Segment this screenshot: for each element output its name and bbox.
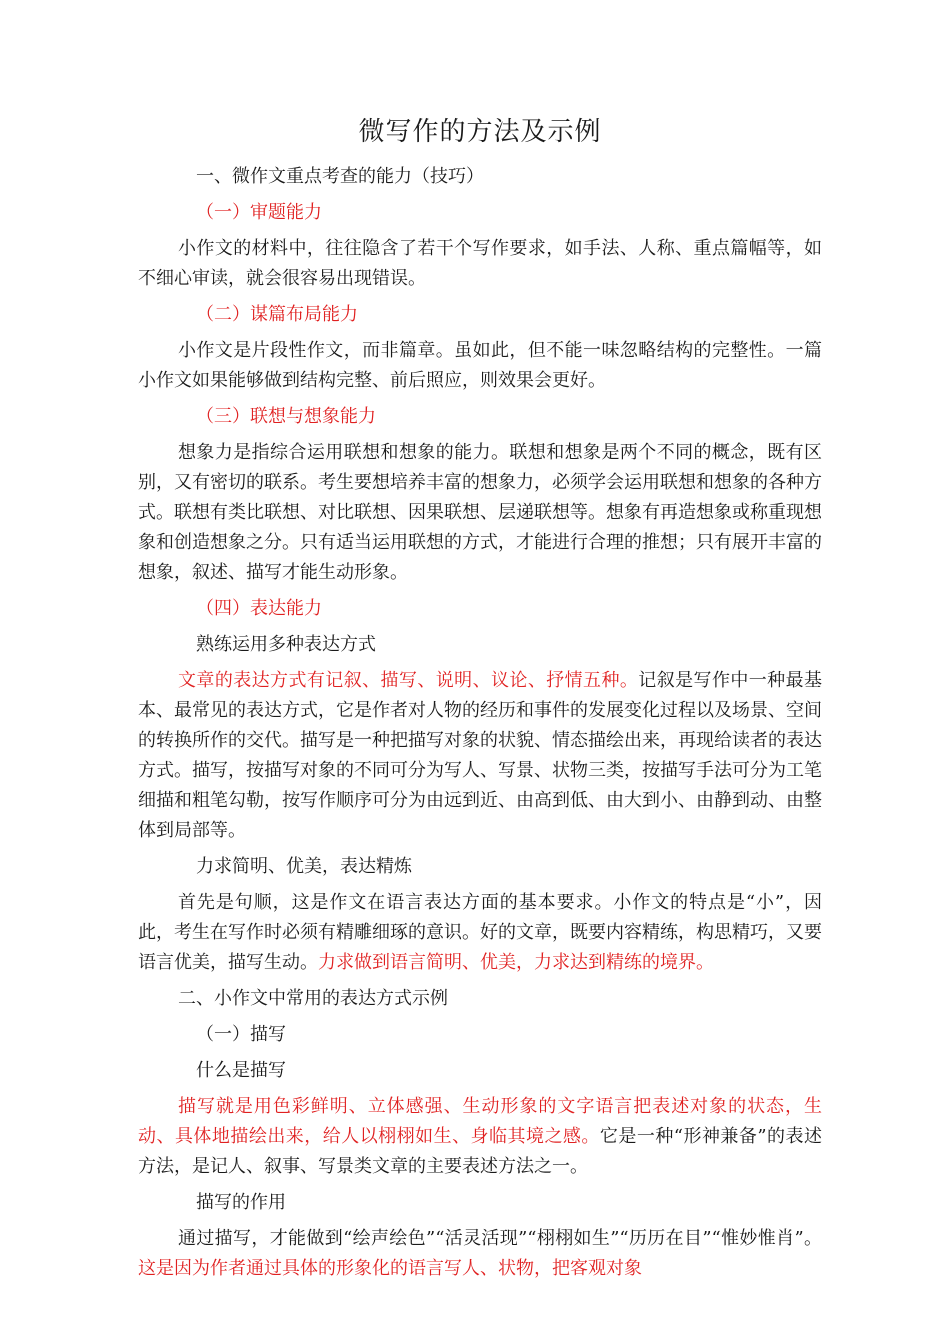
highlight-biaoda: 文章的表达方式有记叙、描写、说明、议论、抒情五种。: [178, 670, 639, 691]
subheading-duozhong: 熟练运用多种表达方式: [196, 634, 376, 655]
subheading-zuoyong: 描写的作用: [196, 1192, 286, 1213]
paragraph-biaoda-fangshi: [138, 666, 822, 846]
paragraph-shenti: 小作文的材料中，往往隐含了若干个写作要求，如手法、人称、重点篇幅等，如不细心审读，就会很容易出现错误。: [138, 238, 822, 289]
subheading-shenti: （一）审题能力: [196, 202, 322, 223]
subheading-biaoda: （四）表达能力: [196, 598, 322, 619]
section-heading-1: 一、微作文重点考查的能力（技巧）: [196, 166, 484, 187]
paragraph-miaoxie-rest: 它是一种“形神兼备”的表述方法，是记人、叙事、写景类文章的主要表述方法之一。: [138, 1126, 823, 1177]
highlight-miaoxie: 描写就是用色彩鲜明、立体感强、生动形象的文字语言把表述对象的状态，生动、具体地描绘出来，给人以栩栩如生、身临其境之感。: [138, 1096, 822, 1147]
paragraph-biaoda-rest: 记叙是写作中一种最基本、最常见的表达方式，它是作者对人物的经历和事件的发展变化过程以及场景、空间的转换所作的交代。描写是一种把描写对象的状貌、情态描绘出来，再现给读者的表达方式。描写，按描写对象的不同可分为写人、写景、状物三类，按描写手法可分为工笔细描和粗笔勾勒，按写作顺序可分为由远到近、由高到低、由大到小、由静到动、由整体到局部等。: [138, 670, 823, 841]
highlight-jianming: 力求做到语言简明、优美，力求达到精练的境界。: [318, 952, 714, 973]
paragraph-zuoyong-start: 通过描写，才能做到“绘声绘色”“活灵活现”“栩栩如生”“历历在目”“惟妙惟肖”。: [178, 1228, 822, 1249]
subheading-moupian: （二）谋篇布局能力: [196, 304, 358, 325]
paragraph-lianxiang: 想象力是指综合运用联想和想象的能力。联想和想象是两个不同的概念，既有区别，又有密切的联系。考生要想培养丰富的想象力，必须学会运用联想和想象的各种方式。联想有类比联想、对比联想、因果联想、层递联想等。想象有再造想象或称重现想象和创造想象之分。只有适当运用联想的方式，才能进行合理的推想；只有展开丰富的想象，叙述、描写才能生动形象。: [138, 442, 822, 583]
section-heading-2: 二、小作文中常用的表达方式示例: [178, 988, 448, 1009]
paragraph-miaoxie-def: [138, 1092, 822, 1182]
subheading-jianming: 力求简明、优美，表达精炼: [196, 856, 412, 877]
subheading-shenme: 什么是描写: [196, 1060, 286, 1081]
document-page: [138, 112, 822, 1284]
highlight-zuoyong: 这是因为作者通过具体的形象化的语言写人、状物，把客观对象: [138, 1258, 642, 1279]
paragraph-jianming: [138, 888, 822, 978]
document-title: 微写作的方法及示例: [358, 117, 602, 147]
subheading-miaoxie: （一）描写: [196, 1024, 286, 1045]
paragraph-moupian: 小作文是片段性作文，而非篇章。虽如此，但不能一味忽略结构的完整性。一篇小作文如果能够做到结构完整、前后照应，则效果会更好。: [138, 340, 822, 391]
paragraph-jianming-start: 首先是句顺，这是作文在语言表达方面的基本要求。小作文的特点是“小”，因此，考生在写作时必须有精雕细琢的意识。好的文章，既要内容精练，构思精巧，又要语言优美，描写生动。: [138, 892, 822, 973]
subheading-lianxiang: （三）联想与想象能力: [196, 406, 376, 427]
paragraph-zuoyong: [138, 1224, 822, 1284]
